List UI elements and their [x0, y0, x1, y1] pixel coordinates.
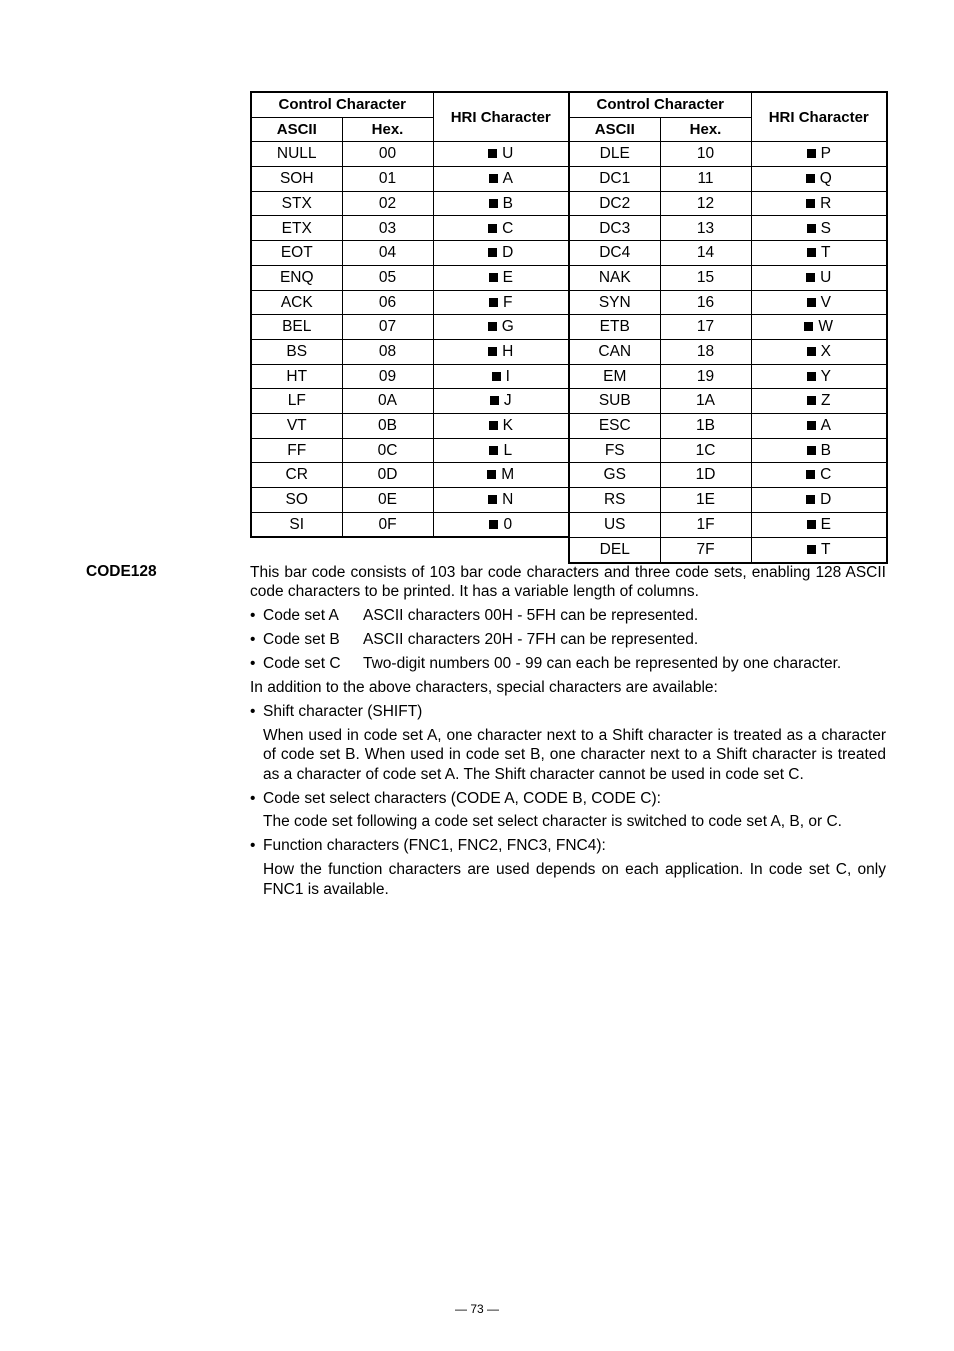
special-item-desc: The code set following a code set select character is switched to code set A, B, or C.: [263, 813, 842, 831]
table-body: [251, 142, 887, 563]
hri-cell-letter: F: [503, 293, 513, 311]
ascii-cell: SUB: [569, 389, 660, 414]
hri-cell: [433, 142, 569, 167]
ascii-cell: DC2: [569, 191, 660, 216]
hri-cell: [433, 389, 569, 414]
hex-cell: 0D: [342, 463, 433, 488]
hex-cell: 11: [660, 167, 751, 192]
table-row: [251, 413, 887, 438]
hri-cell: [433, 488, 569, 513]
hri-cell-letter: L: [503, 441, 513, 459]
code-set-name: Code set B: [263, 631, 340, 649]
hri-cell: [433, 413, 569, 438]
hri-cell-letter: S: [820, 219, 831, 237]
intro-paragraph: This bar code consists of 103 bar code characters and three code sets, enabling 128 ASCII code characters to be printed. It has a variable length of columns.: [250, 564, 886, 601]
black-square-icon: [488, 149, 497, 158]
black-square-icon: [807, 545, 816, 554]
black-square-icon: [489, 199, 498, 208]
table-row: [251, 463, 887, 488]
hri-cell-letter: C: [502, 219, 514, 237]
hex-cell: 13: [660, 216, 751, 241]
black-square-icon: [806, 495, 815, 504]
hri-cell-letter: G: [501, 318, 514, 336]
black-square-icon: [807, 446, 816, 455]
special-item-desc: When used in code set A, one character next to a Shift character is treated as a character of code set B. When used in code set B, one character next to a Shift character is treated as a character of code set A. The Shift character cannot be used in code set C.: [263, 726, 886, 783]
special-title-text: Code set select characters (CODE A, CODE B, CODE C):: [263, 789, 661, 807]
ascii-cell: SI: [251, 512, 342, 537]
ascii-cell: LF: [251, 389, 342, 414]
hex-cell: 1E: [660, 488, 751, 513]
section-label-code128: CODE128: [86, 563, 157, 580]
hri-cell-letter: C: [820, 466, 832, 484]
bullet-dot: •: [250, 607, 256, 625]
header-control-character-right: Control Character: [569, 92, 751, 117]
special-title-text: Function characters (FNC1, FNC2, FNC3, FNC4):: [263, 837, 606, 855]
header-hex-left: Hex.: [342, 117, 433, 142]
hri-cell-letter: E: [820, 516, 831, 534]
empty-cell: [433, 537, 569, 562]
hri-cell: [751, 438, 887, 463]
hri-cell-letter: T: [821, 540, 831, 558]
ascii-cell: DC4: [569, 241, 660, 266]
code-set-item: [250, 630, 886, 649]
hri-cell-letter: A: [820, 417, 831, 435]
hri-cell-letter: W: [818, 318, 834, 336]
header-hri-character-right: HRI Character: [751, 92, 887, 142]
ascii-cell: VT: [251, 413, 342, 438]
black-square-icon: [488, 495, 497, 504]
hri-cell-letter: K: [502, 417, 513, 435]
ascii-cell: FF: [251, 438, 342, 463]
hri-cell: [751, 463, 887, 488]
black-square-icon: [488, 248, 497, 257]
hri-cell-letter: A: [502, 170, 513, 188]
hri-cell-letter: J: [503, 392, 512, 410]
ascii-cell: ETB: [569, 315, 660, 340]
control-character-table: [250, 91, 888, 564]
hex-cell: 1B: [660, 413, 751, 438]
hex-cell: 1D: [660, 463, 751, 488]
black-square-icon: [807, 520, 816, 529]
black-square-icon: [490, 396, 499, 405]
hri-cell-letter: 0: [503, 515, 513, 533]
hex-cell: 00: [342, 142, 433, 167]
hri-cell: [751, 191, 887, 216]
hri-cell: [433, 191, 569, 216]
hri-cell: [433, 512, 569, 537]
hex-cell: 1F: [660, 512, 751, 537]
hex-cell: 12: [660, 191, 751, 216]
hri-cell-letter: B: [820, 441, 831, 459]
black-square-icon: [807, 372, 816, 381]
black-square-icon: [807, 421, 816, 430]
hri-cell: [433, 216, 569, 241]
black-square-icon: [807, 149, 816, 158]
hex-cell: 1C: [660, 438, 751, 463]
black-square-icon: [806, 470, 815, 479]
hex-cell: 08: [342, 339, 433, 364]
hri-cell: [751, 315, 887, 340]
header-hri-character-left: HRI Character: [433, 92, 569, 142]
hri-cell-letter: Q: [819, 170, 832, 188]
code-set-desc: ASCII characters 00H - 5FH can be represented.: [363, 607, 699, 625]
black-square-icon: [806, 199, 815, 208]
black-square-icon: [488, 224, 497, 233]
hri-cell: [751, 413, 887, 438]
hri-cell-letter: Y: [820, 367, 831, 385]
header-ascii-right: ASCII: [569, 117, 660, 142]
ascii-cell: BEL: [251, 315, 342, 340]
table-row: [251, 142, 887, 167]
hri-cell: [751, 537, 887, 562]
ascii-cell: RS: [569, 488, 660, 513]
hex-cell: 02: [342, 191, 433, 216]
table-row: [251, 512, 887, 537]
hri-cell-letter: P: [820, 145, 831, 163]
ascii-cell: SO: [251, 488, 342, 513]
table-row: [251, 537, 887, 562]
black-square-icon: [806, 174, 815, 183]
hri-cell-letter: I: [505, 367, 510, 385]
code-set-desc: Two-digit numbers 00 - 99 can each be represented by one character.: [363, 655, 842, 673]
header-hex-right: Hex.: [660, 117, 751, 142]
ascii-cell: NULL: [251, 142, 342, 167]
hri-cell: [433, 315, 569, 340]
ascii-cell: US: [569, 512, 660, 537]
page-number: — 73 —: [454, 1302, 499, 1316]
hri-cell: [751, 364, 887, 389]
hex-cell: 7F: [660, 537, 751, 562]
table-row: [251, 488, 887, 513]
hri-cell: [751, 488, 887, 513]
header-control-character-left: Control Character: [251, 92, 433, 117]
ascii-cell: GS: [569, 463, 660, 488]
special-title-text: Shift character (SHIFT): [263, 702, 423, 720]
hri-cell: [751, 290, 887, 315]
hex-cell: 04: [342, 241, 433, 266]
hri-cell-letter: U: [502, 145, 514, 163]
bullet-dot: •: [250, 655, 256, 673]
hex-cell: 09: [342, 364, 433, 389]
hri-cell: [751, 216, 887, 241]
hri-cell-letter: E: [502, 268, 513, 286]
hex-cell: 14: [660, 241, 751, 266]
hri-cell-letter: T: [821, 244, 831, 262]
table-row: [251, 241, 887, 266]
code-set-item: [250, 654, 886, 673]
ascii-cell: ENQ: [251, 265, 342, 290]
special-intro: In addition to the above characters, special characters are available:: [250, 679, 718, 697]
hex-cell: 03: [342, 216, 433, 241]
hri-cell: [433, 167, 569, 192]
table-row: [251, 339, 887, 364]
hri-cell: [433, 438, 569, 463]
code-set-desc: ASCII characters 20H - 7FH can be represented.: [363, 631, 699, 649]
hex-cell: 01: [342, 167, 433, 192]
hri-cell-letter: D: [820, 491, 832, 509]
ascii-cell: DC3: [569, 216, 660, 241]
hri-cell-letter: R: [820, 194, 832, 212]
ascii-cell: DEL: [569, 537, 660, 562]
black-square-icon: [487, 470, 496, 479]
table-row: [251, 167, 887, 192]
black-square-icon: [488, 347, 497, 356]
hri-cell: [433, 339, 569, 364]
hri-cell: [433, 241, 569, 266]
ascii-cell: ETX: [251, 216, 342, 241]
table-row: [251, 265, 887, 290]
hex-cell: 0C: [342, 438, 433, 463]
hex-cell: 07: [342, 315, 433, 340]
hex-cell: 10: [660, 142, 751, 167]
hri-cell-letter: D: [502, 244, 514, 262]
hex-cell: 05: [342, 265, 433, 290]
hex-cell: 0F: [342, 512, 433, 537]
hri-cell-letter: N: [502, 491, 514, 509]
bullet-dot: •: [250, 702, 256, 720]
black-square-icon: [489, 520, 498, 529]
ascii-cell: CR: [251, 463, 342, 488]
empty-cell: [342, 537, 433, 562]
hri-cell-letter: Z: [821, 392, 831, 410]
hri-cell: [751, 339, 887, 364]
special-item-title: [250, 702, 886, 721]
table-row: [251, 315, 887, 340]
empty-cell: [251, 537, 342, 562]
table-row: [251, 216, 887, 241]
black-square-icon: [807, 224, 816, 233]
black-square-icon: [807, 347, 816, 356]
hri-cell: [433, 364, 569, 389]
code-set-name: Code set C: [263, 655, 341, 673]
hri-cell-letter: X: [820, 342, 831, 360]
bullet-dot: •: [250, 631, 256, 649]
ascii-cell: HT: [251, 364, 342, 389]
hri-cell: [433, 265, 569, 290]
ascii-cell: NAK: [569, 265, 660, 290]
code128-description: [250, 563, 886, 904]
ascii-cell: DLE: [569, 142, 660, 167]
ascii-cell: ACK: [251, 290, 342, 315]
ascii-cell: STX: [251, 191, 342, 216]
hex-cell: 18: [660, 339, 751, 364]
ascii-cell: DC1: [569, 167, 660, 192]
black-square-icon: [492, 372, 501, 381]
hri-cell: [433, 290, 569, 315]
black-square-icon: [806, 273, 815, 282]
bullet-dot: •: [250, 789, 256, 807]
black-square-icon: [489, 421, 498, 430]
hri-cell-letter: H: [502, 342, 514, 360]
hex-cell: 06: [342, 290, 433, 315]
hri-cell-letter: V: [820, 293, 831, 311]
special-item-title: [250, 789, 886, 808]
code-set-item: [250, 606, 886, 625]
bullet-dot: •: [250, 837, 256, 855]
ascii-cell: FS: [569, 438, 660, 463]
hex-cell: 1A: [660, 389, 751, 414]
code-set-name: Code set A: [263, 607, 339, 625]
hri-cell: [751, 142, 887, 167]
table-row: [251, 389, 887, 414]
black-square-icon: [489, 446, 498, 455]
hex-cell: 19: [660, 364, 751, 389]
hex-cell: 0A: [342, 389, 433, 414]
table-row: [251, 438, 887, 463]
black-square-icon: [804, 322, 813, 331]
code-set-list: [250, 606, 886, 673]
ascii-cell: CAN: [569, 339, 660, 364]
hex-cell: 16: [660, 290, 751, 315]
hex-cell: 0B: [342, 413, 433, 438]
hex-cell: 15: [660, 265, 751, 290]
hex-cell: 17: [660, 315, 751, 340]
ascii-cell: EM: [569, 364, 660, 389]
black-square-icon: [807, 248, 816, 257]
hri-cell: [751, 241, 887, 266]
hri-cell-letter: M: [501, 466, 515, 484]
hri-cell-letter: B: [502, 194, 513, 212]
black-square-icon: [807, 298, 816, 307]
special-item-desc: How the function characters are used depends on each application. In code set C, only FNC1 is available.: [263, 861, 886, 898]
table-row: [251, 364, 887, 389]
black-square-icon: [489, 298, 498, 307]
hri-cell: [751, 512, 887, 537]
ascii-cell: SOH: [251, 167, 342, 192]
hex-cell: 0E: [342, 488, 433, 513]
header-ascii-left: ASCII: [251, 117, 342, 142]
special-character-list: [250, 702, 886, 899]
hri-cell: [751, 389, 887, 414]
black-square-icon: [489, 273, 498, 282]
ascii-cell: SYN: [569, 290, 660, 315]
hri-cell-letter: U: [820, 268, 832, 286]
table-row: [251, 290, 887, 315]
black-square-icon: [807, 396, 816, 405]
special-item-title: [250, 836, 886, 855]
hri-cell: [433, 463, 569, 488]
hri-cell: [751, 167, 887, 192]
table-row: [251, 191, 887, 216]
black-square-icon: [488, 322, 497, 331]
ascii-cell: BS: [251, 339, 342, 364]
black-square-icon: [489, 174, 498, 183]
ascii-cell: ESC: [569, 413, 660, 438]
ascii-cell: EOT: [251, 241, 342, 266]
hri-cell: [751, 265, 887, 290]
